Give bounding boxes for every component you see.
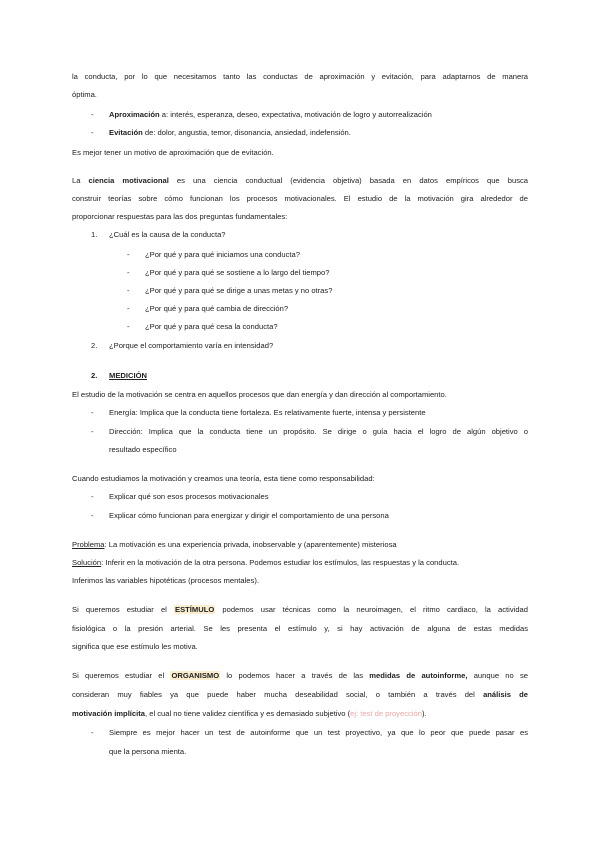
bullet-dash: - xyxy=(91,492,94,501)
organism-highlight: ORGANISMO xyxy=(171,671,220,680)
section-title: MEDICIÓN xyxy=(109,371,147,380)
stimulus-highlight: ESTÍMULO xyxy=(175,605,215,614)
organism-line-1: Si queremos estudiar el ORGANISMO lo podemos hacer a través de las medidas de autoinforme, aunque no se xyxy=(72,671,528,680)
bullet-dash: - xyxy=(91,511,94,520)
bullet-dash: - xyxy=(127,286,130,295)
theory-item: Explicar cómo funcionan para energizar y dirigir el comportamiento de una persona xyxy=(109,511,389,520)
inferred-line: Inferimos las variables hipotéticas (procesos mentales). xyxy=(72,576,259,585)
science-line-2: construir teorías sobre cómo funcionan los procesos motivacionales. El estudio de la motivación gira alrededor de xyxy=(72,194,528,203)
bullet-dash: - xyxy=(127,268,130,277)
stimulus-line-3: significa que ese estímulo les motiva. xyxy=(72,642,198,651)
sub-question: ¿Por qué y para qué se sostiene a lo largo del tiempo? xyxy=(145,268,330,277)
organism-line-3: motivación implícita, el cual no tiene validez científica y es demasiado subjetivo (ej: test de proyección). xyxy=(72,709,427,718)
energy-item: Energía: Implica que la conducta tiene fortaleza. Es relativamente fuerte, intensa y persistente xyxy=(109,408,426,417)
organism-bullet-line-2: que la persona mienta. xyxy=(109,747,187,756)
bullet-dash: - xyxy=(91,110,94,119)
theory-intro: Cuando estudiamos la motivación y creamos una teoría, esta tiene como responsabilidad: xyxy=(72,474,375,483)
bullet-dash: - xyxy=(127,250,130,259)
projection-test-example: ej: test de proyección xyxy=(350,709,422,718)
intro-line-1: la conducta, por lo que necesitamos tanto las conductas de aproximación y evitación, para adaptarnos de manera xyxy=(72,72,528,81)
organism-bullet-line-1: Siempre es mejor hacer un test de autoinforme que un test proyectivo, ya que lo peor que puede pasar es xyxy=(109,728,528,737)
bullet-dash: - xyxy=(127,322,130,331)
intro-line-2: óptima. xyxy=(72,90,97,99)
science-line-1: La ciencia motivacional es una ciencia conductual (evidencia objetiva) basada en datos empíricos que busca xyxy=(72,176,528,185)
sub-question: ¿Por qué y para qué iniciamos una conducta? xyxy=(145,250,300,259)
science-line-3: proporcionar respuestas para las dos preguntas fundamentales: xyxy=(72,212,288,221)
sub-question: ¿Por qué y para qué cambia de dirección? xyxy=(145,304,289,313)
avoidance-item: Evitación de: dolor, angustia, temor, disonancia, ansiedad, indefensión. xyxy=(109,128,351,137)
solution-line: Solución: Inferir en la motivación de la otra persona. Podemos estudiar los estímulos, las respuestas y la conducta. xyxy=(72,558,460,567)
stimulus-line-2: fisiológica o la presión arterial. Se les presenta el estímulo y, si hay activación de alguna de estas medidas xyxy=(72,624,528,633)
bullet-dash: - xyxy=(91,728,94,737)
conclusion-text: Es mejor tener un motivo de aproximación que de evitación. xyxy=(72,148,274,157)
question-2: ¿Porque el comportamiento varía en intensidad? xyxy=(109,341,274,350)
organism-line-2: consideran muy fiables ya que puede haber mucha deseabilidad social, o también a través del análisis de xyxy=(72,690,528,699)
sub-question: ¿Por qué y para qué cesa la conducta? xyxy=(145,322,278,331)
bullet-dash: - xyxy=(91,408,94,417)
direction-item-line-1: Dirección: Implica que la conducta tiene un propósito. Se dirige o guía hacia el logro de algún objetivo o xyxy=(109,427,528,436)
approach-item: Aproximación a: interés, esperanza, deseo, expectativa, motivación de logro y autorrealización xyxy=(109,110,432,119)
bullet-dash: - xyxy=(91,427,94,436)
direction-item-line-2: resultado específico xyxy=(109,445,177,454)
bullet-dash: - xyxy=(91,128,94,137)
sub-question: ¿Por qué y para qué se dirige a unas metas y no otras? xyxy=(145,286,333,295)
stimulus-line-1: Si queremos estudiar el ESTÍMULO podemos usar técnicas como la neuroimagen, el ritmo cardiaco, la actividad xyxy=(72,605,528,614)
theory-item: Explicar qué son esos procesos motivacionales xyxy=(109,492,269,501)
question-2-number: 2. xyxy=(91,341,98,350)
problem-line: Problema: La motivación es una experiencia privada, inobservable y (aparentemente) misteriosa xyxy=(72,540,397,549)
question-1-number: 1. xyxy=(91,230,98,239)
measure-intro: El estudio de la motivación se centra en aquellos procesos que dan energía y dan dirección al comportamiento. xyxy=(72,390,447,399)
bullet-dash: - xyxy=(127,304,130,313)
section-number: 2. xyxy=(91,371,98,380)
question-1: ¿Cuál es la causa de la conducta? xyxy=(109,230,226,239)
